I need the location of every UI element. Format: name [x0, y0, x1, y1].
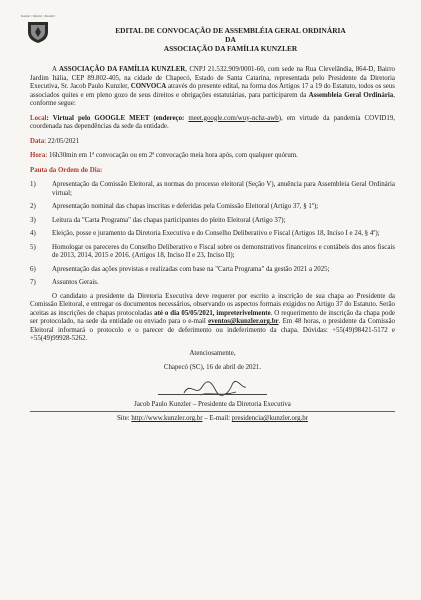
email-label: – E-mail: [202, 415, 232, 422]
agenda-text: Eleição, posse e juramento da Diretoria Executiva e do Conselho Deliberativo e Fiscal (Artigos 18, Inciso I e 24, § 4º); [52, 230, 380, 237]
agenda-item [30, 181, 395, 198]
agenda-item [30, 279, 395, 288]
agenda-number: 4) [30, 230, 36, 237]
website-link[interactable]: http://www.kunzler.org.br [131, 415, 203, 422]
agenda-item [30, 230, 395, 239]
agenda-text: Assuntos Gerais. [52, 279, 99, 286]
events-email-link[interactable]: eventos@kunzler.org.br [208, 318, 279, 325]
agenda-title: Pauta da Ordem do Dia: [30, 166, 103, 174]
agenda-text: Leitura da "Carta Programa" das chapas participantes do pleito Eleitoral (Artigo 37); [52, 216, 286, 224]
agenda-list [30, 181, 395, 288]
time-value: : 16h30min em 1ª convocação ou em 2ª convocação meia hora após, com qualquer quórum. [45, 152, 298, 159]
notice-paragraph [30, 293, 395, 344]
agenda-number: 6) [30, 265, 36, 273]
agenda-text: Apresentação da Comissão Eleitoral, as normas do processo eleitoral (Seção V), anuência para Assembleia Geral Ordinária virtual; [52, 181, 395, 197]
president-email-link[interactable]: presidencia@kunzler.org.br [231, 415, 309, 422]
intro-paragraph [30, 66, 395, 109]
time-label: Hora [30, 152, 46, 159]
date-paragraph [30, 138, 395, 147]
org-name: ASSOCIAÇÃO DA FAMÍLIA KUNZLER [58, 66, 186, 73]
assembly-name: Assembleia Geral Ordinária [308, 91, 394, 99]
notice-text: O candidato a presidente da Diretoria Executiva deve requerer por escrito a inscrição de sua chapa ao Presidente da Comissão Eleitoral, e entregar os documentos necessários, observando os aspectos formais exigidos no Artigo 37 do Estatuto. Serão aceitas as inscrições de chapas protocoladas [30, 292, 395, 317]
place-and-date: Chapecó (SC), 16 de abril de 2021. [163, 364, 262, 371]
agenda-text: Apresentação nominal das chapas inscritas e deferidas pela Comissão Eleitoral (Artigo 37, § 1º); [52, 203, 319, 210]
intro-text: , CNPJ 21.532.909/0001-60, com sede na Rua Clevelândia, 864-D, Bairro Jardim Itália, CEP 89.802-405, na cidade de Chapecó, Estado de Santa Catarina, representada pelo Presidente da Diretoria Executiva, Sr. Jacob Paulo Kunzler, [30, 66, 395, 90]
local-label: Local [30, 114, 47, 122]
site-label: Site: [116, 415, 132, 422]
signature-line [158, 394, 267, 395]
agenda-text: Homologar os pareceres do Conselho Deliberativo e Fiscal sobre os demonstrativos financeiros e contábeis dos anos fiscais de 2013, 2014, 2015 e 2016. (Artigos 18, Inciso II e 23, Inciso II); [52, 243, 395, 259]
agenda-item [30, 217, 395, 226]
agenda-number: 5) [30, 243, 36, 251]
time-paragraph [30, 152, 395, 161]
agenda-text: Apresentação das ações previstas e realizadas com base na "Carta Programa" da gestão 2021 a 2025; [52, 265, 330, 273]
agenda-number: 1) [30, 181, 36, 188]
agenda-item [30, 244, 395, 261]
agenda-number: 2) [30, 203, 36, 210]
agenda-number: 7) [30, 279, 36, 286]
agenda-item [30, 266, 395, 275]
local-text: ), em virtude da pandemia COVID19, coordenada nas dependências da sede da entidade. [30, 114, 395, 130]
date-label: Data [30, 137, 45, 145]
local-text: : Virtual pelo GOOGLE MEET (endereço: [46, 114, 189, 122]
document-header [60, 26, 401, 54]
footer-divider [30, 411, 395, 412]
notice-text: . O requerimento de inscrição da chapa pode ser protocolado, na sede da entidade ou enviado para o e-mail [30, 309, 395, 325]
header-organization: ASSOCIAÇÃO DA FAMÍLIA KUNZLER [163, 44, 298, 54]
intro-text: , conforme segue: [30, 91, 395, 107]
header-connector: DA [225, 35, 236, 45]
date-value: : 22/05/2021 [44, 137, 80, 145]
intro-text: através do presente edital, na forma dos Artigos 17 a 19 do Estatuto, todos os seus associados quites e em pleno gozo de seus direitos e obrigações estatutárias, para participarem da [30, 83, 395, 99]
handwritten-signature [180, 379, 250, 399]
agenda-number: 3) [30, 216, 36, 224]
deadline-text: até o dia 05/05/2021, impreterivelmente [154, 309, 271, 317]
signature-area [30, 379, 395, 401]
association-logo [16, 14, 60, 44]
header-title: EDITAL DE CONVOCAÇÃO DE ASSEMBLÉIA GERAL ORDINÁRIA [115, 26, 346, 35]
signer-name: Jacob Paulo Kunzler – Presidente da Diretoria Executiva [134, 400, 291, 408]
meet-link[interactable]: meet.google.com/wuy-nchz-awb [188, 114, 279, 122]
footer-contacts [30, 415, 395, 424]
notice-text: . Em 48 horas, o presidente da Comissão Eleitoral informará o protocolo e o parecer de deferimento ou indeferimento da chapa. Dúvidas: +55(49)98421-5172 e +55(49)99928-5262. [30, 318, 395, 342]
local-paragraph [30, 115, 395, 132]
document-body [30, 66, 395, 424]
closing-salutation: Atenciosamente, [189, 349, 236, 357]
convoca-word: CONVOCA [130, 83, 167, 90]
agenda-item [30, 203, 395, 212]
coat-of-arms-icon [25, 20, 51, 44]
intro-text: A [52, 66, 59, 73]
logo-caption: Kunzler | Künzler | Kuntzler [21, 14, 55, 18]
